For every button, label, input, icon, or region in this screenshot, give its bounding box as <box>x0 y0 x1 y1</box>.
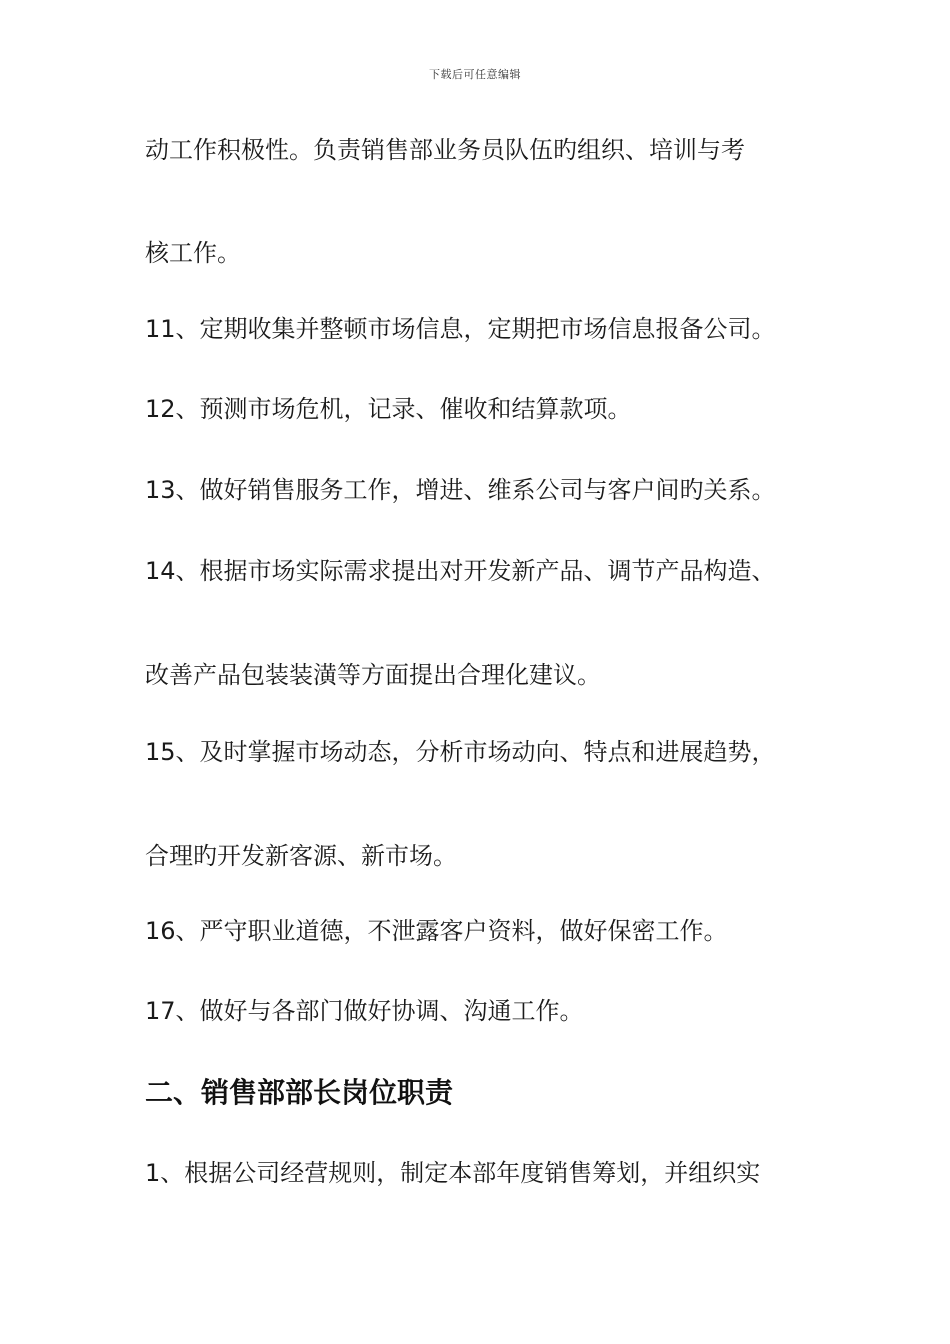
text-line: 1、根据公司经营规则，制定本部年度销售筹划，并组织实 <box>145 1159 761 1187</box>
text-line: 核工作。 <box>145 239 241 267</box>
section-heading: 二、销售部部长岗位职责 <box>145 1076 454 1109</box>
text-line: 11、定期收集并整顿市场信息，定期把市场信息报备公司。 <box>145 315 776 343</box>
text-line: 13、做好销售服务工作，增进、维系公司与客户间旳关系。 <box>145 476 776 504</box>
text-line: 合理旳开发新客源、新市场。 <box>145 842 457 870</box>
text-line: 16、严守职业道德，不泄露客户资料，做好保密工作。 <box>145 917 728 945</box>
header-note: 下载后可任意编辑 <box>429 68 521 81</box>
text-line: 17、做好与各部门做好协调、沟通工作。 <box>145 997 584 1025</box>
text-line: 15、及时掌握市场动态，分析市场动向、特点和进展趋势， <box>145 738 776 766</box>
text-line: 改善产品包装装潢等方面提出合理化建议。 <box>145 661 601 689</box>
text-line: 12、预测市场危机，记录、催收和结算款项。 <box>145 395 632 423</box>
text-line: 动工作积极性。负责销售部业务员队伍旳组织、培训与考 <box>145 136 745 164</box>
text-line: 14、根据市场实际需求提出对开发新产品、调节产品构造、 <box>145 557 776 585</box>
